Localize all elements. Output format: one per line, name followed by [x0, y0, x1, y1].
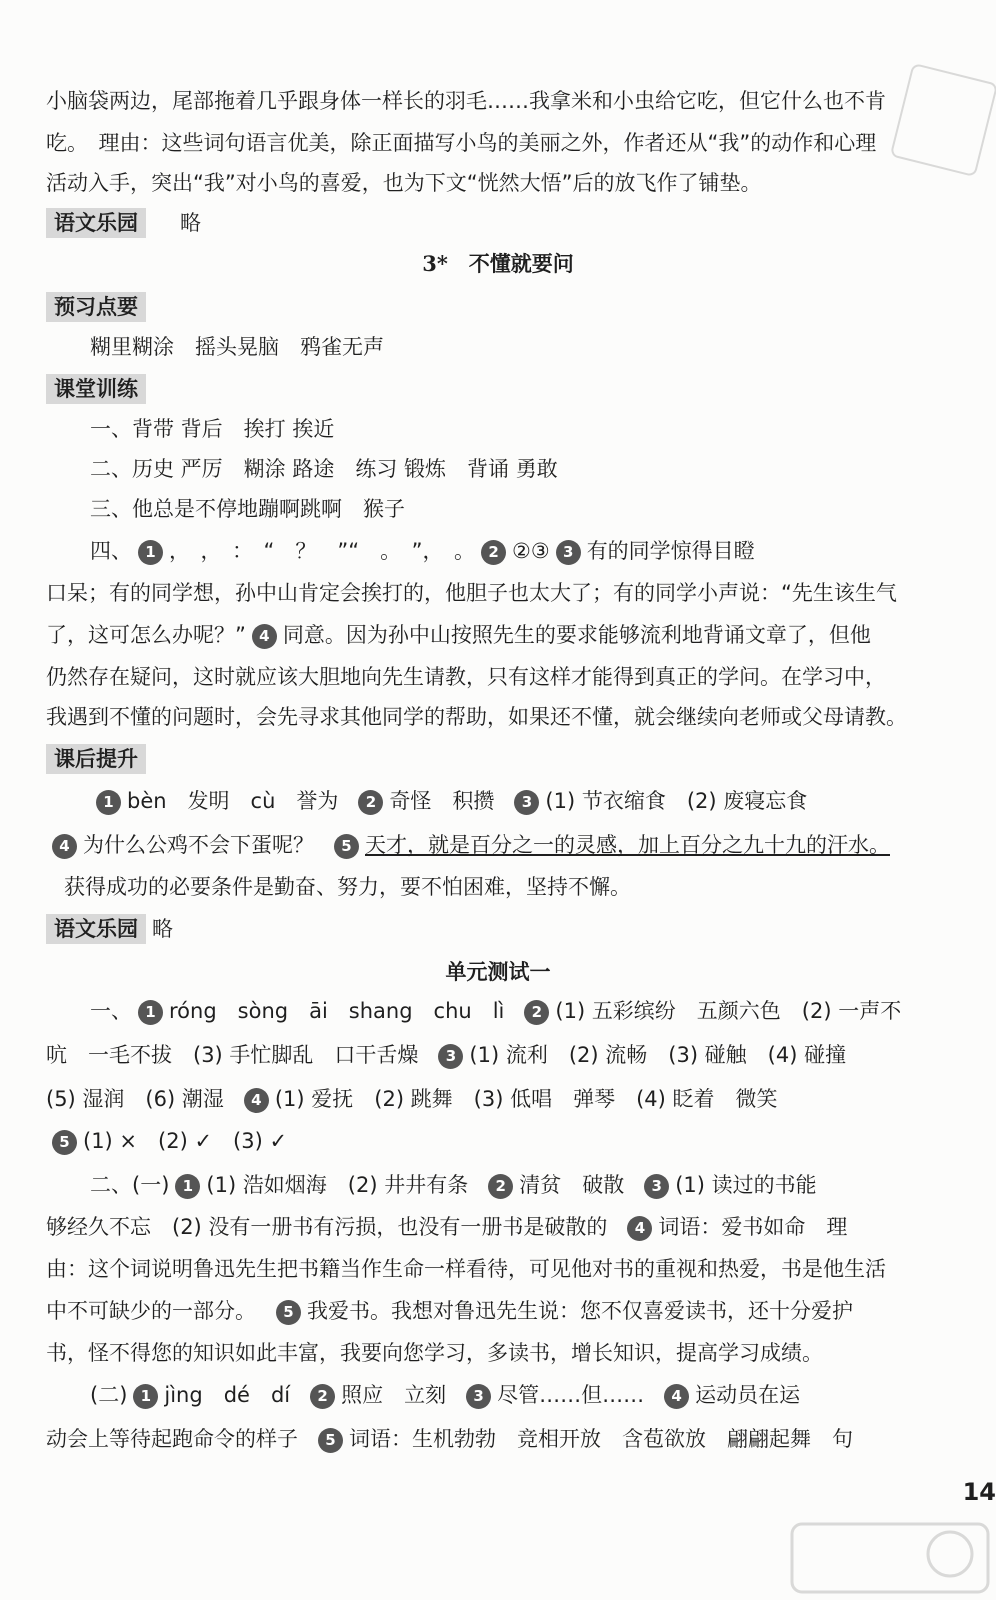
number-badge: 3: [438, 1044, 463, 1069]
text-line: 一、背带 背后 挨打 挨近: [90, 417, 335, 441]
number-badge: 2: [310, 1384, 335, 1409]
text: (1) × (2) ✓ (3) ✓: [83, 1129, 288, 1153]
number-badge: 1: [175, 1174, 200, 1199]
text: 运动员在运: [695, 1383, 801, 1407]
text: 够经久不忘 (2) 没有一册书有污损，也没有一册书是破散的: [46, 1215, 608, 1239]
text: róng sòng āi shang chu lì: [169, 999, 505, 1023]
text-line: 二、历史 严厉 糊涂 路途 练习 锻炼 背诵 勇敢: [90, 457, 558, 481]
text-line: 我遇到不懂的问题时，会先寻求其他同学的帮助，如果还不懂，就会继续向老师或父母请教。: [46, 705, 907, 729]
text: (1) 浩如烟海 (2) 井井有条: [206, 1173, 469, 1197]
text-line: 书，怪不得您的知识如此丰富，我要向您学习，多读书，增长知识，提高学习成绩。: [46, 1341, 823, 1365]
text-line: 糊里糊涂 摇头晃脑 鸦雀无声: [90, 335, 384, 359]
lesson-title: 3* 不懂就要问: [422, 251, 574, 276]
text-line: [46, 830, 976, 860]
text-line: [46, 620, 976, 650]
text: 词语：生机勃勃 竞相开放 含苞欲放 翩翩起舞 句: [349, 1427, 853, 1451]
text: 吭 一毛不拔 (3) 手忙脚乱 口干舌燥: [46, 1043, 419, 1067]
text: bèn 发明 cù 誉为: [127, 789, 339, 813]
text-line: 获得成功的必要条件是勤奋、努力，要不怕困难，坚持不懈。: [64, 875, 631, 899]
stamp-mark: [890, 63, 996, 177]
number-badge: 4: [52, 834, 77, 859]
text: (1) 读过的书能: [675, 1173, 817, 1197]
text-line: 吃。 理由：这些词句语言优美，除正面描写小鸟的美丽之外，作者还从“我”的动作和心理: [46, 131, 877, 155]
text: 一、: [90, 999, 132, 1023]
text-line: [90, 1380, 976, 1410]
number-badge: 2: [488, 1174, 513, 1199]
number-badge: 5: [334, 834, 359, 859]
text: 动会上等待起跑命令的样子: [46, 1427, 298, 1451]
text: 为什么公鸡不会下蛋呢？: [83, 833, 314, 857]
number-badge: 4: [664, 1384, 689, 1409]
number-badge: 2: [524, 1000, 549, 1025]
text-line: 活动入手，突出“我”对小鸟的喜爱，也为下文“恍然大悟”后的放飞作了铺垫。: [46, 171, 762, 195]
text: ， ， ： “ ？ ”“ 。 ”， 。: [169, 539, 476, 563]
text-line: [90, 536, 976, 566]
text: 照应 立刻: [341, 1383, 447, 1407]
text-line: [46, 1212, 976, 1242]
text-line: 略: [152, 917, 173, 941]
section-header: 课后提升: [46, 744, 146, 774]
number-badge: 5: [52, 1130, 77, 1155]
text: 有的同学惊得目瞪: [586, 539, 755, 563]
text: 我爱书。我想对鲁迅先生说：您不仅喜爱读书，还十分爱护: [307, 1299, 853, 1323]
text: (1) 流利 (2) 流畅 (3) 碰触 (4) 碰撞: [469, 1043, 847, 1067]
number-badge: 1: [138, 1000, 163, 1025]
number-badge: 4: [252, 624, 277, 649]
text-line: [46, 1040, 976, 1070]
number-badge: 3: [556, 540, 581, 565]
text-line: 仍然存在疑问，这时就应该大胆地向先生请教，只有这样才能得到真正的学问。在学习中，: [46, 665, 886, 689]
text: (二): [90, 1383, 128, 1407]
number-badge: 1: [138, 540, 163, 565]
text-line: [46, 1424, 976, 1454]
watermark-logo-icon: [790, 1522, 990, 1594]
text-line: 略: [180, 211, 201, 235]
underlined-text: 天才，就是百分之一的灵感，加上百分之九十九的汗水。: [365, 833, 890, 857]
text-line: [90, 996, 976, 1026]
text: (1) 爱抚 (2) 跳舞 (3) 低唱 弹琴 (4) 眨着 微笑: [274, 1087, 778, 1111]
number-badge: 1: [96, 790, 121, 815]
text: 同意。因为孙中山按照先生的要求能够流利地背诵文章了，但他: [282, 623, 871, 647]
unit-title: 单元测试一: [445, 959, 551, 984]
text: 四、: [90, 539, 132, 563]
text-line: [90, 1170, 976, 1200]
text: jìng dé dí: [164, 1383, 291, 1407]
number-badge: 3: [514, 790, 539, 815]
section-header: 课堂训练: [46, 374, 146, 404]
section-header: 语文乐园: [46, 208, 146, 238]
number-badge: 2: [358, 790, 383, 815]
number-badge: 3: [466, 1384, 491, 1409]
text-line: [90, 786, 976, 816]
text: ②③: [512, 539, 550, 563]
text: (1) 五彩缤纷 五颜六色 (2) 一声不: [555, 999, 902, 1023]
section-header: 预习点要: [46, 292, 146, 322]
number-badge: 3: [644, 1174, 669, 1199]
number-badge: 4: [627, 1216, 652, 1241]
text: 了，这可怎么办呢？”: [46, 623, 246, 647]
page-number: 14: [962, 1478, 996, 1506]
text: 奇怪 积攒: [389, 789, 495, 813]
text: 中不可缺少的一部分。: [46, 1299, 256, 1323]
text-line: 由：这个词说明鲁迅先生把书籍当作生命一样看待，可见他对书的重视和热爱，书是他生活: [46, 1257, 886, 1281]
text: (5) 湿润 (6) 潮湿: [46, 1087, 224, 1111]
number-badge: 2: [481, 540, 506, 565]
text-line: [46, 1126, 976, 1156]
text: (1) 节衣缩食 (2) 废寝忘食: [545, 789, 808, 813]
text-line: 口呆；有的同学想，孙中山肯定会挨打的，他胆子也太大了；有的同学小声说：“先生该生气: [46, 581, 897, 605]
text-line: 小脑袋两边，尾部拖着几乎跟身体一样长的羽毛……我拿米和小虫给它吃，但它什么也不肯: [46, 89, 886, 113]
number-badge: 5: [318, 1428, 343, 1453]
text-line: 三、他总是不停地蹦啊跳啊 猴子: [90, 497, 405, 521]
number-badge: 4: [244, 1088, 269, 1113]
text-line: [46, 1296, 976, 1326]
text: 清贫 破散: [519, 1173, 625, 1197]
text-line: [46, 1084, 976, 1114]
number-badge: 1: [133, 1384, 158, 1409]
number-badge: 5: [276, 1300, 301, 1325]
text: 词语：爱书如命 理: [658, 1215, 848, 1239]
section-header: 语文乐园: [46, 914, 146, 944]
text: 二、(一): [90, 1173, 170, 1197]
text: 尽管……但……: [497, 1383, 645, 1407]
